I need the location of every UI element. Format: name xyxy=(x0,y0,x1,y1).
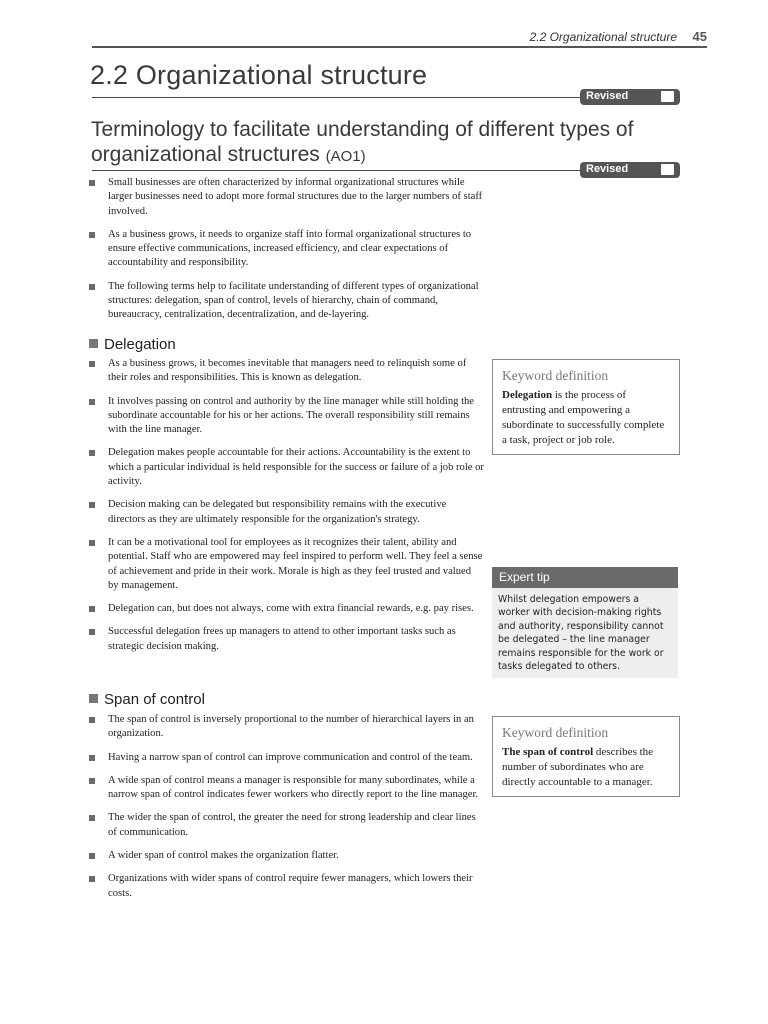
span-bullet-list xyxy=(89,713,484,901)
bullet-square-icon xyxy=(89,815,95,821)
revised-badge-subsection xyxy=(580,162,680,178)
revised-badge-section xyxy=(580,89,680,105)
bullet-square-icon xyxy=(89,853,95,859)
subsection-title-text: Terminology to facilitate understanding of different types of organizational structures xyxy=(91,118,634,166)
bullet-square-icon xyxy=(89,606,95,612)
list-item: It involves passing on control and authority by the line manager while still holding the subordinate accountable for his or her actions. The overall responsibility still remains with the line manager. xyxy=(89,395,484,438)
revised-label: Revised xyxy=(586,90,629,102)
delegation-bullet-list xyxy=(89,357,484,654)
bullet-square-icon xyxy=(89,180,95,186)
running-header xyxy=(92,28,707,46)
expert-tip-box xyxy=(492,567,678,678)
list-item: Decision making can be delegated but responsibility remains with the executive directors as they are ultimately responsible for the organization's strategy. xyxy=(89,498,484,527)
bullet-square-icon xyxy=(89,540,95,546)
list-item: Having a narrow span of control can improve communication and control of the team. xyxy=(89,751,484,765)
revised-checkbox-icon xyxy=(661,164,674,175)
page-number: 45 xyxy=(692,29,707,44)
list-item: The following terms help to facilitate understanding of different types of organizational structures: delegation, span of control, levels of hierarchy, chain of command, bureaucracy, centralization, decentralization, and de-layering. xyxy=(89,280,484,323)
bullet-square-icon xyxy=(89,778,95,784)
keyword-term: The span of control xyxy=(502,746,594,758)
list-item: A wide span of control means a manager is responsible for many subordinates, while a narrow span of control indicates fewer workers who directly report to the line manager. xyxy=(89,774,484,803)
bullet-square-icon xyxy=(89,629,95,635)
subsection-title xyxy=(91,117,651,169)
section-title: 2.2 Organizational structure xyxy=(90,60,428,90)
bullet-square-icon xyxy=(89,284,95,290)
list-item: Delegation makes people accountable for their actions. Accountability is the extent to which a particular individual is held responsible for the success or failure of a job role or activity. xyxy=(89,446,484,489)
bullet-square-icon xyxy=(89,232,95,238)
keyword-text: is the process of entrusting and empowering a subordinate to successfully complete a task, project or job role. xyxy=(502,389,665,446)
revised-checkbox-icon xyxy=(661,91,674,102)
bullet-square-icon xyxy=(89,361,95,367)
keyword-definition-span xyxy=(492,716,680,797)
list-item: Organizations with wider spans of control require fewer managers, which lowers their costs. xyxy=(89,872,484,901)
keyword-definition-title: Keyword definition xyxy=(502,368,609,383)
list-item: It can be a motivational tool for employees as it recognizes their talent, ability and potential. Staff who are empowered may feel inspired to perform well. They feel a sense of achievement and pride in their work. Morale is high as they feel trusted and valued by management. xyxy=(89,536,484,593)
delegation-heading: Delegation xyxy=(89,336,176,353)
list-item: A wider span of control makes the organization flatter. xyxy=(89,849,484,863)
keyword-definition-title: Keyword definition xyxy=(502,725,609,740)
keyword-term: Delegation xyxy=(502,389,553,401)
running-header-title: 2.2 Organizational structure xyxy=(529,30,677,44)
bullet-square-icon xyxy=(89,755,95,761)
list-item: As a business grows, it needs to organize staff into formal organizational structures to ensure effective communications, increased efficiency, and clear expectations of accountability and responsibility. xyxy=(89,228,484,271)
bullet-square-icon xyxy=(89,876,95,882)
bullet-square-icon xyxy=(89,399,95,405)
span-of-control-heading: Span of control xyxy=(89,691,205,708)
keyword-text: describes the number of subordinates who are directly accountable to a manager. xyxy=(502,746,654,788)
keyword-definition-body xyxy=(493,388,679,454)
keyword-definition-body xyxy=(493,745,679,796)
bullet-square-icon xyxy=(89,502,95,508)
list-item: Successful delegation frees up managers to attend to other important tasks such as strategic decision making. xyxy=(89,625,484,654)
bullet-square-icon xyxy=(89,717,95,723)
subsection-tag: (AO1) xyxy=(325,148,366,165)
intro-bullet-list xyxy=(89,176,484,323)
list-item: Delegation can, but does not always, come with extra financial rewards, e.g. pay rises. xyxy=(89,602,484,616)
expert-tip-title: Expert tip xyxy=(492,567,678,588)
list-item: As a business grows, it becomes inevitable that managers need to relinquish some of their roles and responsibilities. This is known as delegation. xyxy=(89,357,484,386)
header-rule xyxy=(92,46,707,48)
list-item: The wider the span of control, the greater the need for strong leadership and clear lines of communication. xyxy=(89,811,484,840)
heading-square-icon xyxy=(89,694,98,703)
revised-label: Revised xyxy=(586,163,629,175)
list-item: Small businesses are often characterized by informal organizational structures while larger businesses need to adopt more formal structures due to the larger numbers of staff involved. xyxy=(89,176,484,219)
heading-square-icon xyxy=(89,339,98,348)
expert-tip-body: Whilst delegation empowers a worker with decision-making rights and authority, responsibility cannot be delegated – the line manager remains responsible for the work or tasks delegated to others. xyxy=(492,588,678,678)
bullet-square-icon xyxy=(89,450,95,456)
keyword-definition-delegation xyxy=(492,359,680,455)
list-item: The span of control is inversely proportional to the number of hierarchical layers in an organization. xyxy=(89,713,484,742)
